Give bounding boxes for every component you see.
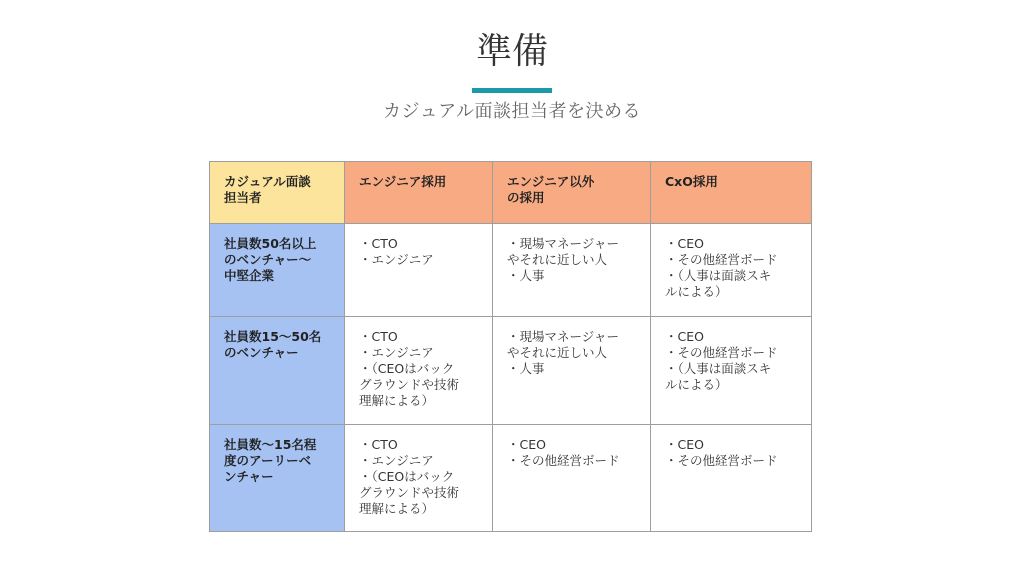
table-row [210,317,812,425]
corner-header: カジュアル面談 担当者 [210,162,345,224]
table-cell: ・CEO ・その他経営ボード [651,425,812,532]
table-cell: ・CEO ・その他経営ボード ・（人事は面談スキ ルによる） [651,224,812,317]
slide-title: 準備 [475,31,548,72]
column-header-cxo: CxO採用 [651,162,812,224]
row-header-50plus: 社員数50名以上 のベンチャー〜 中堅企業 [210,224,345,317]
row-header-under-15: 社員数〜15名程 度のアーリーベ ンチャー [210,425,345,532]
slide-subtitle: カジュアル面談担当者を決める [383,101,641,122]
table-cell: ・CTO ・エンジニア ・（CEOはバック グラウンドや技術 理解による） [345,317,493,425]
table-cell: ・CEO ・その他経営ボード ・（人事は面談スキ ルによる） [651,317,812,425]
table-cell: ・CTO ・エンジニア [345,224,493,317]
interviewer-table [209,161,812,532]
table-cell: ・CTO ・エンジニア ・（CEOはバック グラウンドや技術 理解による） [345,425,493,532]
column-header-non-engineer: エンジニア以外 の採用 [493,162,651,224]
table-row [210,224,812,317]
column-header-engineer: エンジニア採用 [345,162,493,224]
table-cell: ・現場マネージャー やそれに近しい人 ・人事 [493,317,651,425]
table-header-row [210,162,812,224]
table-cell: ・現場マネージャー やそれに近しい人 ・人事 [493,224,651,317]
row-header-15-50: 社員数15〜50名 のベンチャー [210,317,345,425]
table-row [210,425,812,532]
title-underline [472,88,552,93]
table-cell: ・CEO ・その他経営ボード [493,425,651,532]
